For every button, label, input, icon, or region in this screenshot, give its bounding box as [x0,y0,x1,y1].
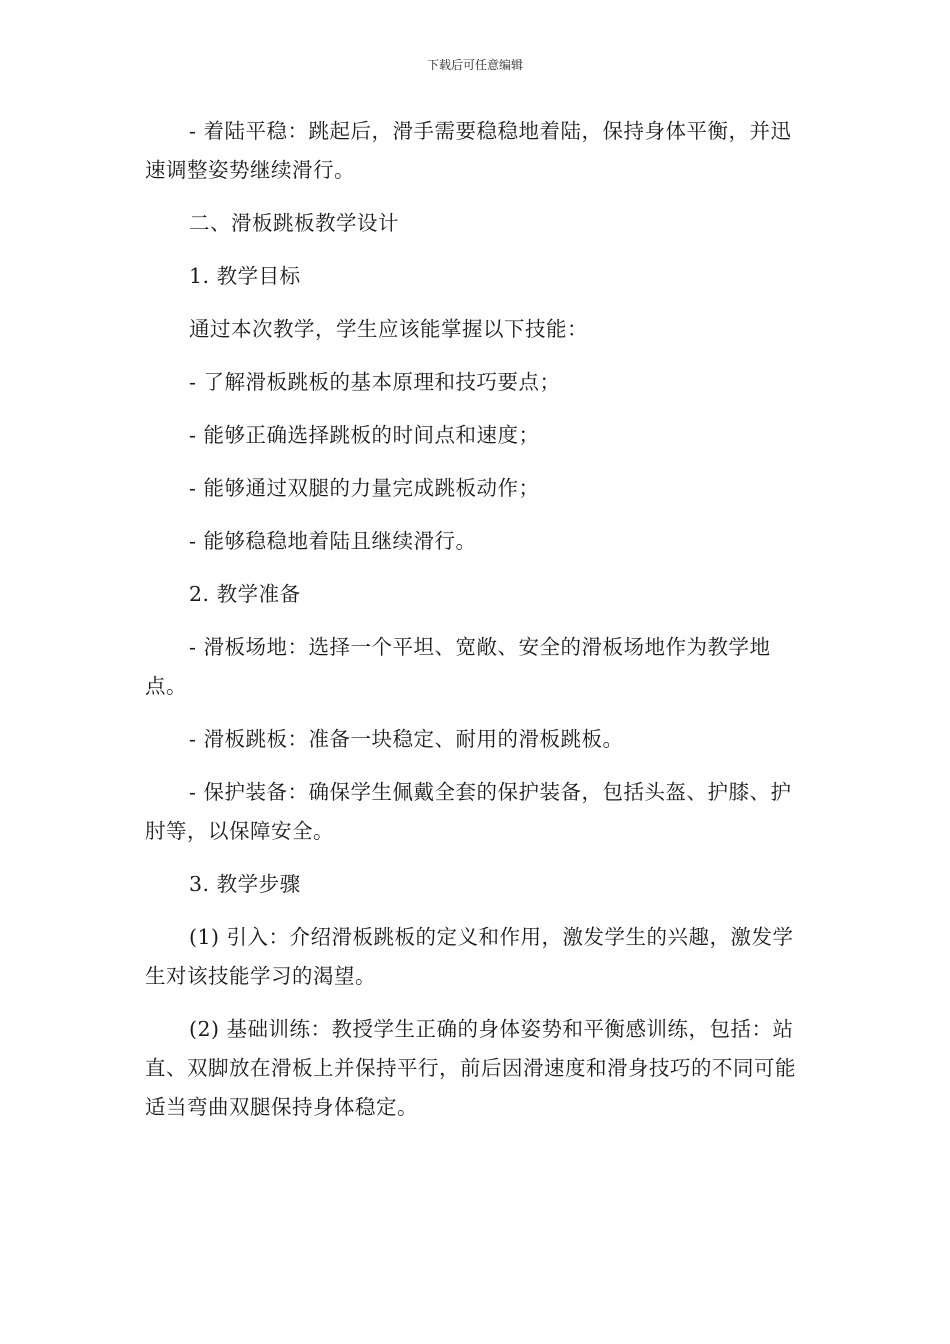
page-header: 下载后可任意编辑 [426,58,523,72]
list-item-prep-ramp: - 滑板跳板：准备一块稳定、耐用的滑板跳板。 [189,727,624,751]
list-item-goal-1: - 了解滑板跳板的基本原理和技巧要点； [189,370,561,394]
paragraph-landing: - 着陆平稳：跳起后，滑手需要稳稳地着陆，保持身体平衡，并迅速调整姿势继续滑行。 [145,119,792,182]
document-body [145,112,810,1141]
section-heading-teaching-design: 二、滑板跳板教学设计 [189,211,399,235]
list-item-goal-2: - 能够正确选择跳板的时间点和速度； [189,423,540,447]
paragraph-goals-intro: 通过本次教学，学生应该能掌握以下技能： [189,317,588,341]
subheading-teaching-preparation: 2. 教学准备 [189,582,301,606]
subheading-teaching-steps: 3. 教学步骤 [189,872,301,896]
list-item-prep-gear: - 保护装备：确保学生佩戴全套的保护装备，包括头盔、护膝、护肘等，以保障安全。 [145,780,792,843]
list-item-goal-3: - 能够通过双腿的力量完成跳板动作； [189,476,540,500]
paragraph-step-2: (2) 基础训练：教授学生正确的身体姿势和平衡感训练，包括：站直、双脚放在滑板上并保持平行，前后因滑速度和滑身技巧的不同可能适当弯曲双腿保持身体稳定。 [145,1017,796,1119]
subheading-teaching-goals: 1. 教学目标 [189,264,301,288]
list-item-prep-venue: - 滑板场地：选择一个平坦、宽敞、安全的滑板场地作为教学地点。 [145,635,771,698]
list-item-goal-4: - 能够稳稳地着陆且继续滑行。 [189,529,477,553]
paragraph-step-1: (1) 引入：介绍滑板跳板的定义和作用，激发学生的兴趣，激发学生对该技能学习的渴望。 [145,925,794,988]
